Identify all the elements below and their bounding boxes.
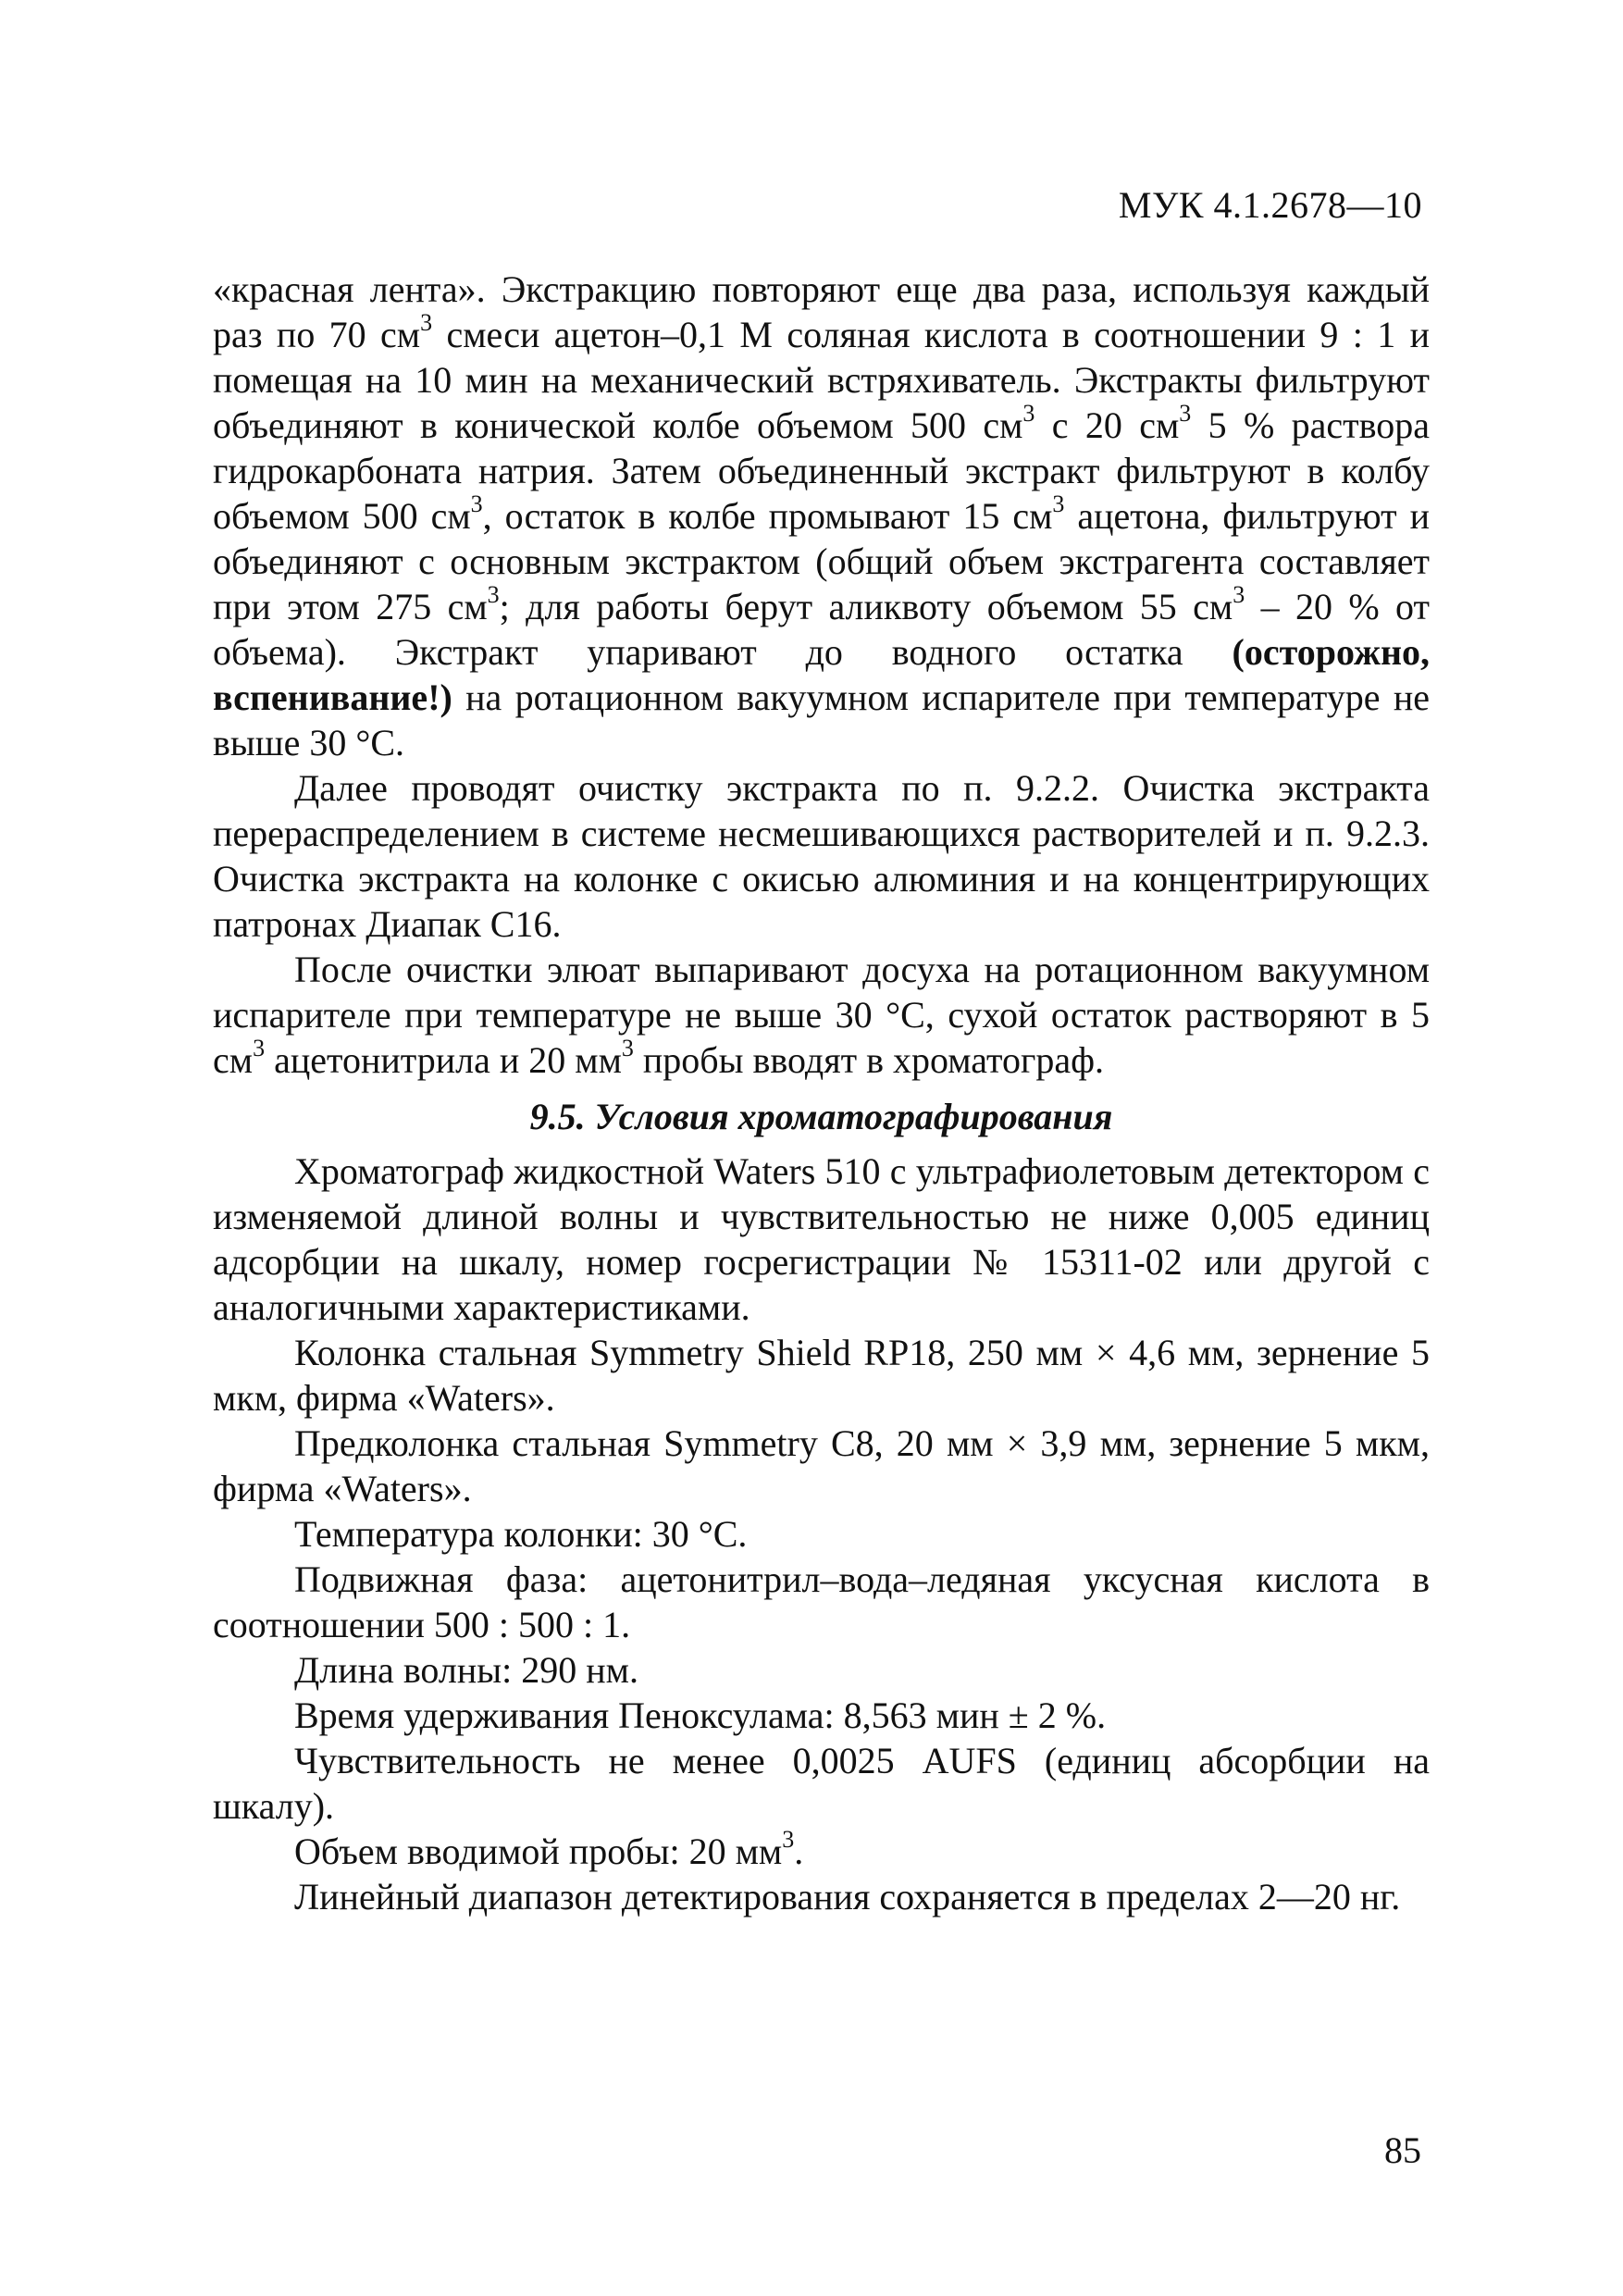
superscript: 3 <box>1052 490 1065 517</box>
warning-bold-text: (осторожно, вспенивание!) <box>213 631 1430 718</box>
paragraph-evaporation <box>213 947 1430 1083</box>
page-number: 85 <box>1384 2129 1421 2171</box>
condition-injection-volume <box>213 1825 1430 1874</box>
superscript: 3 <box>782 1825 795 1853</box>
text-run: «красная лента». Экстракцию повторяют еще два раза, используя каждый раз по 70 см <box>213 268 1430 355</box>
text-run: – 20 % от объема). Экстракт упаривают до водного остатка <box>213 586 1430 673</box>
text-run: 5 % раствора гидрокарбоната натрия. Затем объединенный экстракт фильтруют в колбу объемом 500 см <box>213 404 1430 537</box>
superscript: 3 <box>1022 399 1035 427</box>
superscript: 3 <box>470 490 483 517</box>
condition-temperature: Температура колонки: 30 °С. <box>294 1513 748 1555</box>
condition-chromatograph: Хроматограф жидкостной Waters 510 с ультрафиолетовым детектором с изменяемой длиной волны и чувствительностью не ниже 0,005 единиц адсорбции на шкалу, номер госрегистрации № 15311-02 или другой с аналогичными характеристиками. <box>213 1150 1430 1328</box>
paragraph-extraction <box>213 267 1430 765</box>
condition-mobile-phase: Подвижная фаза: ацетонитрил–вода–ледяная уксусная кислота в соотношении 500 : 500 : 1. <box>213 1558 1430 1645</box>
condition-wavelength: Длина волны: 290 нм. <box>294 1649 638 1691</box>
superscript: 3 <box>1179 399 1192 427</box>
section-heading: 9.5. Условия хроматографирования <box>529 1096 1113 1137</box>
text-run: смеси ацетон–0,1 М соляная кислота в соотношении 9 : 1 и помещая на 10 мин на механический встряхиватель. Экстракты фильтруют объединяют в конической колбе объемом 500 см <box>213 314 1430 446</box>
text-run: пробы вводят в хроматограф. <box>633 1039 1105 1081</box>
superscript: 3 <box>487 580 500 608</box>
superscript: 3 <box>253 1034 266 1061</box>
text-run: , остаток в колбе промывают 15 см <box>482 495 1053 537</box>
text-run: ацетонитрила и 20 мм <box>265 1039 622 1081</box>
text-run: После очистки элюат выпаривают досуха на ротационном вакуумном испарителе при температуре не выше 30 °С, сухой остаток растворяют в 5 см <box>213 949 1430 1081</box>
text-run: с 20 см <box>1035 404 1180 446</box>
text-run: Объем вводимой пробы: 20 мм <box>294 1831 783 1872</box>
superscript: 3 <box>1233 580 1245 608</box>
paragraph-cleanup: Далее проводят очистку экстракта по п. 9.2.2. Очистка экстракта перераспределением в системе несмешивающихся растворителей и п. 9.2.3. Очистка экстракта на колонке с окисью алюминия и на концентрирующих патронах Диапак С16. <box>213 767 1430 945</box>
condition-retention-time: Время удерживания Пеноксулама: 8,563 мин ± 2 %. <box>294 1694 1107 1736</box>
text-run: ; для работы берут аликвоту объемом 55 см <box>499 586 1233 627</box>
superscript: 3 <box>420 308 433 336</box>
document-code-header: МУК 4.1.2678—10 <box>1118 184 1422 226</box>
superscript: 3 <box>621 1034 634 1061</box>
text-run: ацетона, фильтруют и объединяют с основным экстрактом (общий объем экстрагента составляет при этом 275 см <box>213 495 1430 627</box>
condition-precolumn: Предколонка стальная Symmetry C8, 20 мм × 3,9 мм, зернение 5 мкм, фирма «Waters». <box>213 1422 1430 1509</box>
condition-linear-range: Линейный диапазон детектирования сохраняется в пределах 2—20 нг. <box>294 1876 1401 1917</box>
text-run: . <box>794 1831 804 1872</box>
condition-sensitivity: Чувствительность не менее 0,0025 AUFS (единиц абсорбции на шкалу). <box>213 1740 1430 1827</box>
text-run: на ротационном вакуумном испарителе при температуре не выше 30 °С. <box>213 676 1430 763</box>
condition-column: Колонка стальная Symmetry Shield RP18, 250 мм × 4,6 мм, зернение 5 мкм, фирма «Waters». <box>213 1332 1430 1419</box>
page-body <box>213 267 1430 1919</box>
